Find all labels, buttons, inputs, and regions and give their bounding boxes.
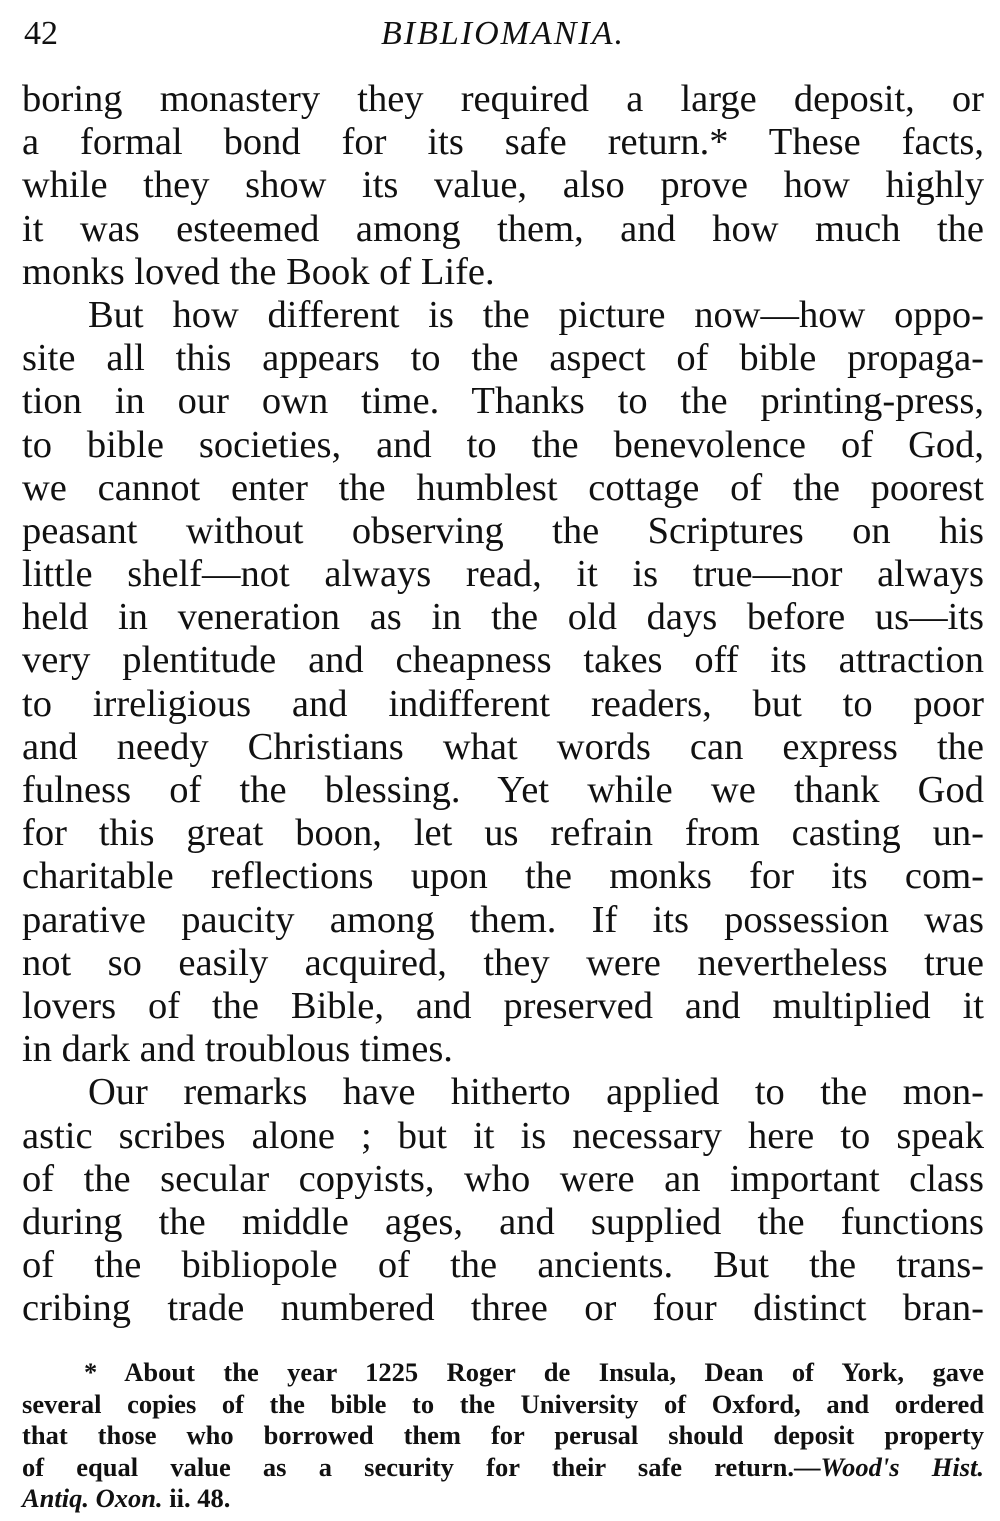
footnote-line: * About the year 1225 Roger de Insula, Dean of York, gave <box>84 1357 984 1387</box>
text-line: boring monastery they required a large deposit, or <box>22 78 984 120</box>
text-line: But how different is the picture now—how oppo- <box>88 293 984 336</box>
page-header <box>22 12 984 56</box>
text-line: it was esteemed among them, and how much the <box>22 207 984 250</box>
footnote-source: Antiq. Oxon. <box>22 1483 163 1513</box>
footnote-line <box>22 1483 984 1515</box>
footnote <box>22 1357 984 1515</box>
text-line: held in veneration as in the old days before us—its <box>22 596 984 639</box>
text-line: a formal bond for its safe return.* These facts, <box>22 121 984 164</box>
text-line: parative paucity among them. If its possession was <box>22 898 984 941</box>
footnote-text: of equal value as a security for their safe return.— <box>22 1451 821 1482</box>
text-line: to irreligious and indifferent readers, but to poor <box>22 682 984 725</box>
text-line: cribing trade numbered three or four distinct bran- <box>22 1287 984 1330</box>
text-line: lovers of the Bible, and preserved and multiplied it <box>22 984 984 1027</box>
body-text <box>22 78 984 1330</box>
paragraph-1 <box>22 78 984 294</box>
footnote-line: several copies of the bible to the University of Oxford, and ordered <box>22 1388 984 1419</box>
footnote-source: Wood's Hist. <box>820 1451 984 1482</box>
text-line: charitable reflections upon the monks for its com- <box>22 855 984 898</box>
text-line: in dark and troublous times. <box>22 1028 453 1071</box>
text-line: to bible societies, and to the benevolence of God, <box>22 423 984 466</box>
text-line: for this great boon, let us refrain from casting un- <box>22 812 984 855</box>
footnote-line: that those who borrowed them for perusal should deposit property <box>22 1420 984 1450</box>
text-line: and needy Christians what words can express the <box>22 725 984 768</box>
text-line: of the bibliopole of the ancients. But the trans- <box>22 1244 984 1287</box>
text-line: astic scribes alone ; but it is necessary here to speak <box>22 1114 984 1157</box>
page-number: 42 <box>24 15 58 52</box>
footnote-text: ii. 48. <box>162 1483 231 1513</box>
text-line: we cannot enter the humblest cottage of the poorest <box>22 466 984 509</box>
running-title: BIBLIOMANIA. <box>380 15 625 52</box>
text-line: fulness of the blessing. Yet while we thank God <box>22 769 984 811</box>
text-line: peasant without observing the Scriptures on his <box>22 509 984 552</box>
text-line: while they show its value, also prove how highly <box>22 164 984 207</box>
text-line: very plentitude and cheapness takes off its attraction <box>22 639 984 682</box>
text-line: monks loved the Book of Life. <box>22 250 495 293</box>
paragraph-2 <box>22 294 984 1071</box>
paragraph-3 <box>22 1071 984 1330</box>
footnote-line <box>22 1452 984 1484</box>
text-line: during the middle ages, and supplied the functions <box>22 1200 984 1243</box>
text-line: little shelf—not always read, it is true—nor always <box>22 553 984 596</box>
text-line: not so easily acquired, they were nevertheless true <box>22 941 984 984</box>
text-line: of the secular copyists, who were an important class <box>22 1157 984 1200</box>
text-line: site all this appears to the aspect of bible propaga- <box>22 337 984 380</box>
text-line: Our remarks have hitherto applied to the mon- <box>88 1071 984 1114</box>
text-line: tion in our own time. Thanks to the printing-press, <box>22 380 984 423</box>
